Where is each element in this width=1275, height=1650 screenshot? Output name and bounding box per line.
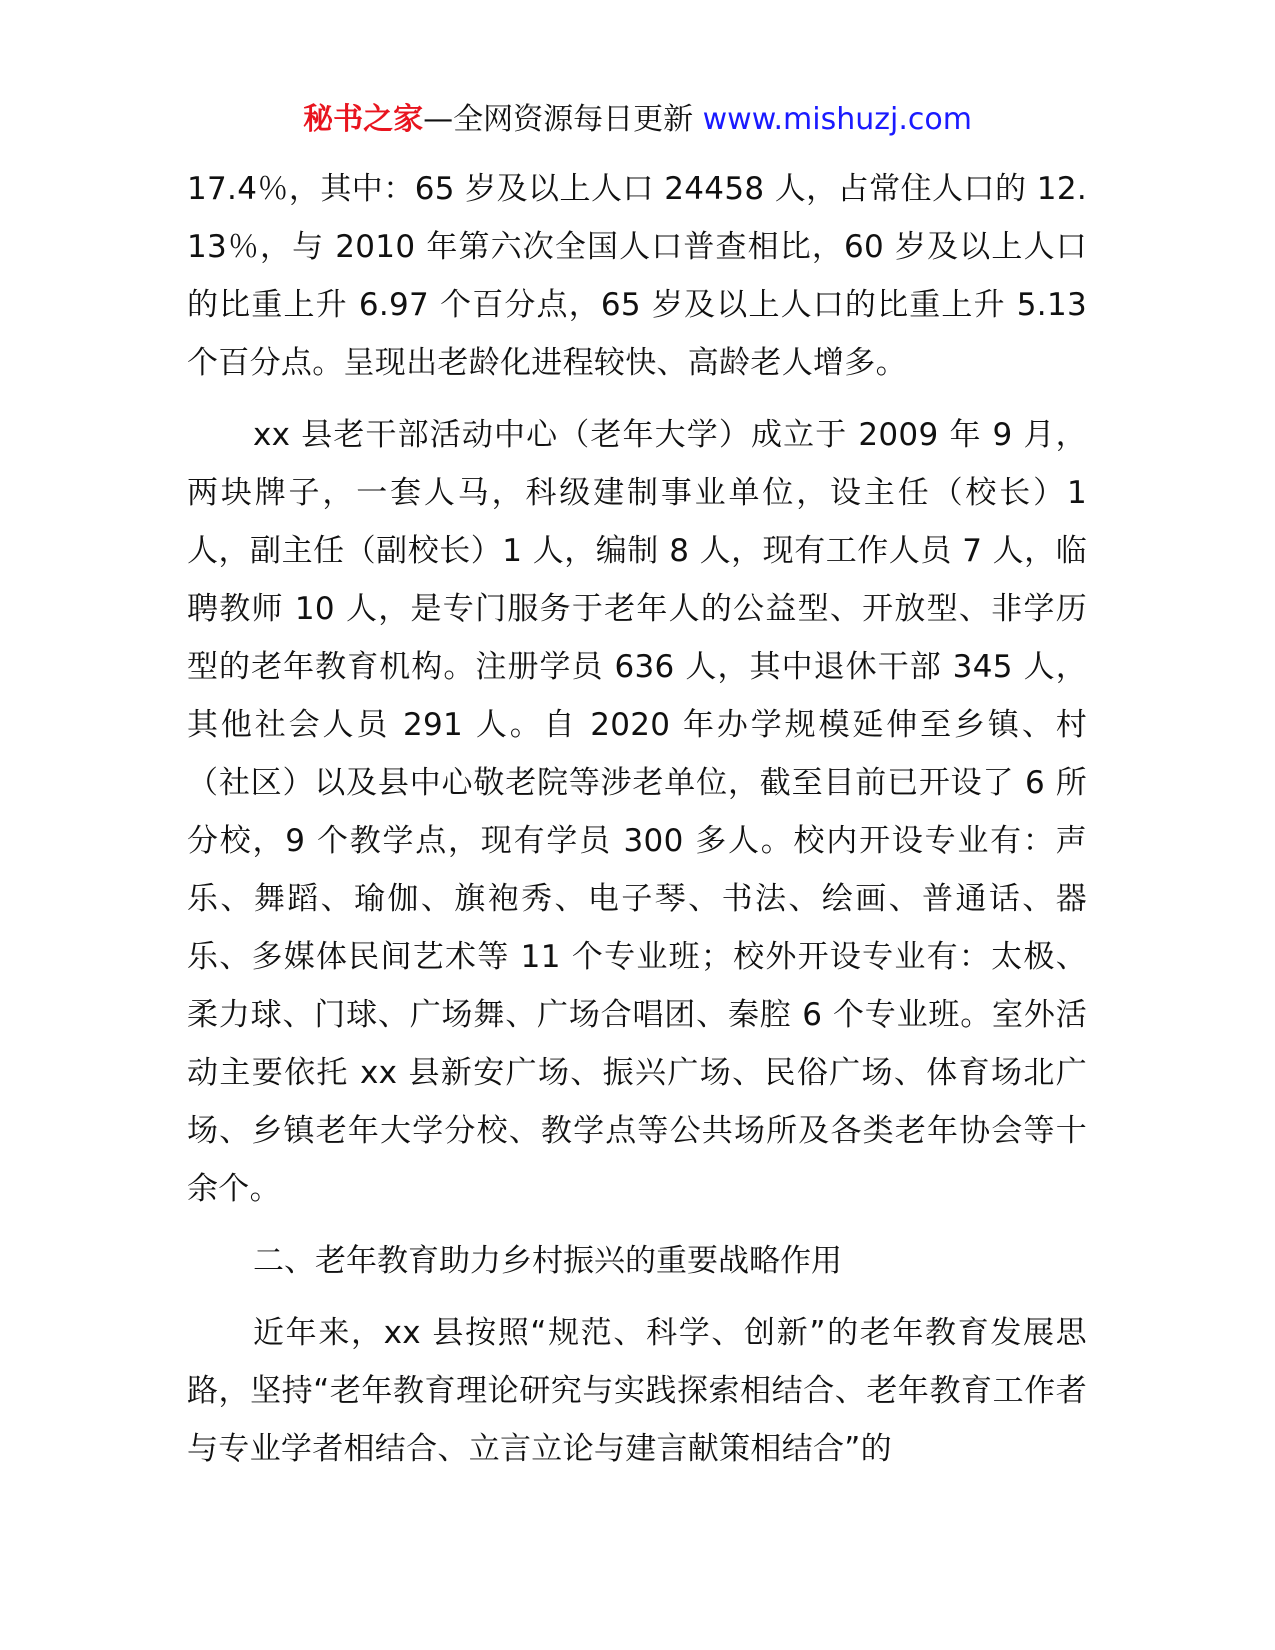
header-slogan: —全网资源每日更新	[423, 102, 703, 137]
paragraph-recent-years: 近年来，xx 县按照“规范、科学、创新”的老年教育发展思路，坚持“老年教育理论研究与实践探索相结合、老年教育工作者与专业学者相结合、立言立论与建言献策相结合”的	[187, 1315, 1087, 1467]
paragraph-activity-center: xx 县老干部活动中心（老年大学）成立于 2009 年 9 月，两块牌子，一套人马，科级建制事业单位，设主任（校长）1 人，副主任（副校长）1 人，编制 8 人，现有工作人员 7 人，临聘教师 10 人，是专门服务于老年人的公益型、开放型、非学历型的老年教育机构。注册学员 636 人，其中退休干部 345 人，其他社会人员 291 人。自 2020 年办学规模延伸至乡镇、村（社区）以及县中心敬老院等涉老单位，截至目前已开设了 6 所分校，9 个教学点，现有学员 300 多人。校内开设专业有：声乐、舞蹈、瑜伽、旗袍秀、电子琴、书法、绘画、普通话、器乐、多媒体民间艺术等 11 个专业班；校外开设专业有：太极、柔力球、门球、广场舞、广场合唱团、秦腔 6 个专业班。室外活动主要依托 xx 县新安广场、振兴广场、民俗广场、体育场北广场、乡镇老年大学分校、教学点等公共场所及各类老年协会等十余个。	[187, 417, 1087, 1207]
header-url-link[interactable]: www.mishuzj.com	[702, 102, 972, 137]
document-body	[187, 160, 1087, 1492]
paragraph-population-stats: 17.4％，其中：65 岁及以上人口 24458 人，占常住人口的 12.13％，与 2010 年第六次全国人口普查相比，60 岁及以上人口的比重上升 6.97 个百分点，65 岁及以上人口的比重上升 5.13 个百分点。呈现出老龄化进程较快、高龄老人增多。	[187, 171, 1087, 381]
section-heading: 二、老年教育助力乡村振兴的重要战略作用	[253, 1243, 842, 1279]
header-brand: 秘书之家	[303, 102, 424, 137]
page-header	[0, 100, 1275, 140]
